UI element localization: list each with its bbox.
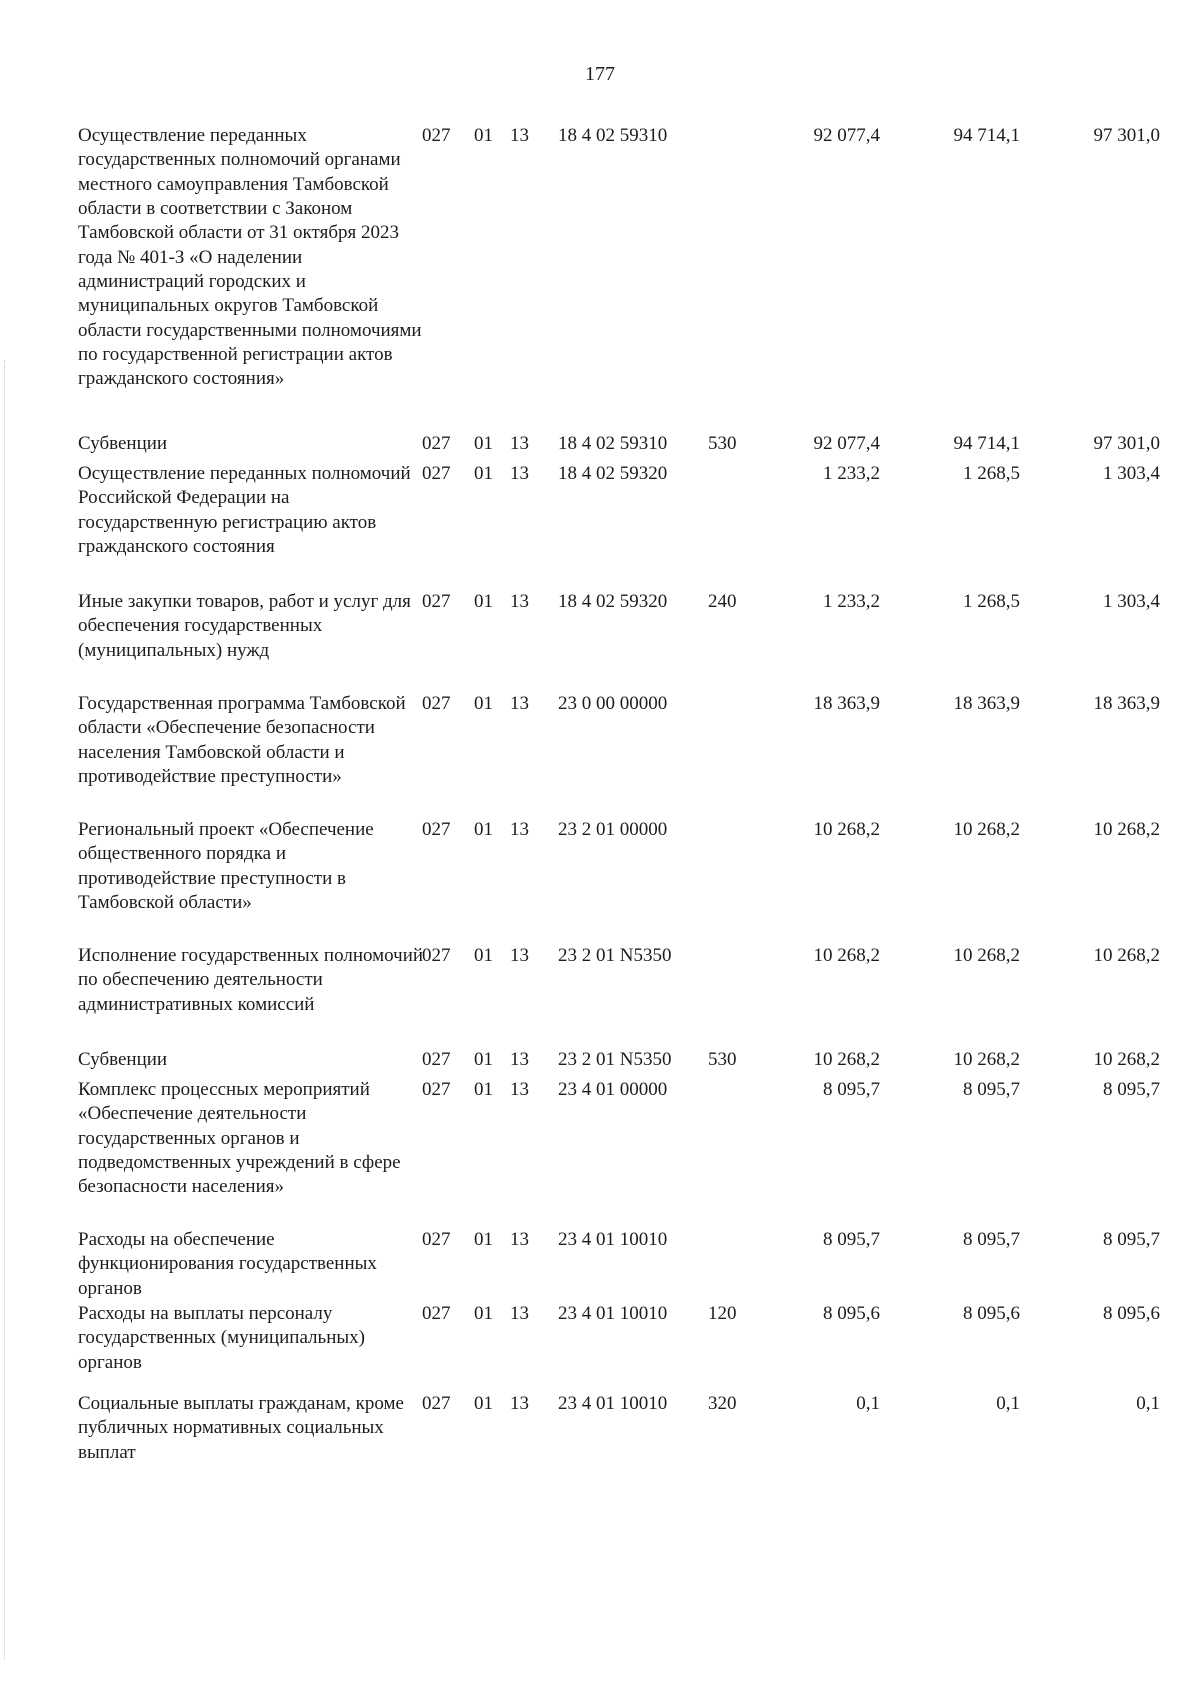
- amount-year-1: 10 268,2: [813, 1049, 880, 1070]
- row-description: Региональный проект «Обеспечение общественного порядка и противодействие преступности в Тамбовской области»: [78, 819, 374, 913]
- amount-year-3: 10 268,2: [1093, 1049, 1160, 1070]
- subsection-code: 13: [510, 591, 529, 612]
- expense-type-code: 240: [708, 591, 737, 612]
- expense-type-code: 320: [708, 1393, 737, 1414]
- page-number: 177: [585, 63, 615, 85]
- amount-year-2: 94 714,1: [953, 433, 1020, 454]
- target-article-code: 23 0 00 00000: [558, 693, 668, 714]
- subsection-code: 13: [510, 1079, 529, 1100]
- section-code: 01: [474, 1303, 493, 1324]
- row-description: Иные закупки товаров, работ и услуг для обеспечения государственных (муниципальных) нужд: [78, 591, 411, 661]
- target-article-code: 23 4 01 10010: [558, 1393, 668, 1414]
- amount-year-3: 97 301,0: [1093, 125, 1160, 146]
- ministry-code: 027: [422, 1303, 451, 1324]
- target-article-code: 23 4 01 10010: [558, 1229, 668, 1250]
- ministry-code: 027: [422, 819, 451, 840]
- amount-year-2: 10 268,2: [953, 1049, 1020, 1070]
- amount-year-2: 8 095,7: [963, 1229, 1020, 1250]
- subsection-code: 13: [510, 945, 529, 966]
- section-code: 01: [474, 945, 493, 966]
- amount-year-2: 1 268,5: [963, 591, 1020, 612]
- row-description: Субвенции: [78, 1049, 168, 1070]
- row-description: Расходы на обеспечение функционирования государственных органов: [78, 1229, 377, 1299]
- ministry-code: 027: [422, 1079, 451, 1100]
- target-article-code: 23 4 01 00000: [558, 1079, 668, 1100]
- expense-type-code: 530: [708, 1049, 737, 1070]
- subsection-code: 13: [510, 1303, 529, 1324]
- subsection-code: 13: [510, 693, 529, 714]
- ministry-code: 027: [422, 1049, 451, 1070]
- row-description: Комплекс процессных мероприятий «Обеспечение деятельности государственных органов и подведомственных учреждений в сфере безопасности населения»: [78, 1079, 401, 1198]
- subsection-code: 13: [510, 1393, 529, 1414]
- amount-year-3: 8 095,6: [1103, 1303, 1160, 1324]
- subsection-code: 13: [510, 463, 529, 484]
- amount-year-2: 10 268,2: [953, 819, 1020, 840]
- ministry-code: 027: [422, 945, 451, 966]
- section-code: 01: [474, 1079, 493, 1100]
- row-description: Расходы на выплаты персоналу государственных (муниципальных) органов: [78, 1303, 365, 1373]
- section-code: 01: [474, 1229, 493, 1250]
- ministry-code: 027: [422, 693, 451, 714]
- amount-year-3: 8 095,7: [1103, 1079, 1160, 1100]
- amount-year-1: 18 363,9: [813, 693, 880, 714]
- amount-year-3: 1 303,4: [1103, 463, 1160, 484]
- section-code: 01: [474, 1049, 493, 1070]
- row-description: Государственная программа Тамбовской области «Обеспечение безопасности населения Тамбовской области и противодействие преступности»: [78, 693, 406, 787]
- ministry-code: 027: [422, 125, 451, 146]
- target-article-code: 23 4 01 10010: [558, 1303, 668, 1324]
- amount-year-2: 18 363,9: [953, 693, 1020, 714]
- amount-year-1: 1 233,2: [823, 591, 880, 612]
- section-code: 01: [474, 463, 493, 484]
- target-article-code: 23 2 01 N5350: [558, 945, 672, 966]
- ministry-code: 027: [422, 433, 451, 454]
- amount-year-1: 10 268,2: [813, 945, 880, 966]
- amount-year-1: 1 233,2: [823, 463, 880, 484]
- ministry-code: 027: [422, 463, 451, 484]
- ministry-code: 027: [422, 591, 451, 612]
- amount-year-1: 10 268,2: [813, 819, 880, 840]
- amount-year-1: 0,1: [856, 1393, 880, 1414]
- subsection-code: 13: [510, 433, 529, 454]
- amount-year-1: 92 077,4: [813, 125, 880, 146]
- section-code: 01: [474, 693, 493, 714]
- section-code: 01: [474, 819, 493, 840]
- ministry-code: 027: [422, 1229, 451, 1250]
- scan-edge: [4, 360, 6, 1660]
- ministry-code: 027: [422, 1393, 451, 1414]
- subsection-code: 13: [510, 819, 529, 840]
- subsection-code: 13: [510, 1049, 529, 1070]
- amount-year-2: 0,1: [996, 1393, 1020, 1414]
- row-description: Субвенции: [78, 433, 168, 454]
- amount-year-2: 94 714,1: [953, 125, 1020, 146]
- target-article-code: 23 2 01 00000: [558, 819, 668, 840]
- expense-type-code: 530: [708, 433, 737, 454]
- amount-year-3: 10 268,2: [1093, 819, 1160, 840]
- expense-type-code: 120: [708, 1303, 737, 1324]
- subsection-code: 13: [510, 1229, 529, 1250]
- amount-year-1: 8 095,7: [823, 1079, 880, 1100]
- target-article-code: 18 4 02 59320: [558, 463, 668, 484]
- amount-year-3: 10 268,2: [1093, 945, 1160, 966]
- amount-year-3: 0,1: [1136, 1393, 1160, 1414]
- row-description: Осуществление переданных полномочий Российской Федерации на государственную регистрацию актов гражданского состояния: [78, 463, 411, 557]
- amount-year-3: 97 301,0: [1093, 433, 1160, 454]
- amount-year-1: 8 095,7: [823, 1229, 880, 1250]
- amount-year-2: 8 095,7: [963, 1079, 1020, 1100]
- target-article-code: 18 4 02 59310: [558, 125, 668, 146]
- amount-year-3: 18 363,9: [1093, 693, 1160, 714]
- section-code: 01: [474, 591, 493, 612]
- target-article-code: 23 2 01 N5350: [558, 1049, 672, 1070]
- row-description: Социальные выплаты гражданам, кроме публичных нормативных социальных выплат: [78, 1393, 404, 1463]
- amount-year-3: 1 303,4: [1103, 591, 1160, 612]
- row-description: Осуществление переданных государственных полномочий органами местного самоуправления Тамбовской области в соответствии с Законом Тамбовской области от 31 октября 2023 года № 401-З «О наделении администраций городских и муниципальных округов Тамбовской области государственными полномочиями по государственной регистрации актов гражданского состояния»: [78, 125, 422, 390]
- subsection-code: 13: [510, 125, 529, 146]
- amount-year-2: 1 268,5: [963, 463, 1020, 484]
- row-description: Исполнение государственных полномочий по обеспечению деятельности административных комиссий: [78, 945, 424, 1015]
- section-code: 01: [474, 1393, 493, 1414]
- target-article-code: 18 4 02 59310: [558, 433, 668, 454]
- amount-year-1: 92 077,4: [813, 433, 880, 454]
- section-code: 01: [474, 433, 493, 454]
- target-article-code: 18 4 02 59320: [558, 591, 668, 612]
- amount-year-2: 10 268,2: [953, 945, 1020, 966]
- section-code: 01: [474, 125, 493, 146]
- amount-year-3: 8 095,7: [1103, 1229, 1160, 1250]
- amount-year-1: 8 095,6: [823, 1303, 880, 1324]
- amount-year-2: 8 095,6: [963, 1303, 1020, 1324]
